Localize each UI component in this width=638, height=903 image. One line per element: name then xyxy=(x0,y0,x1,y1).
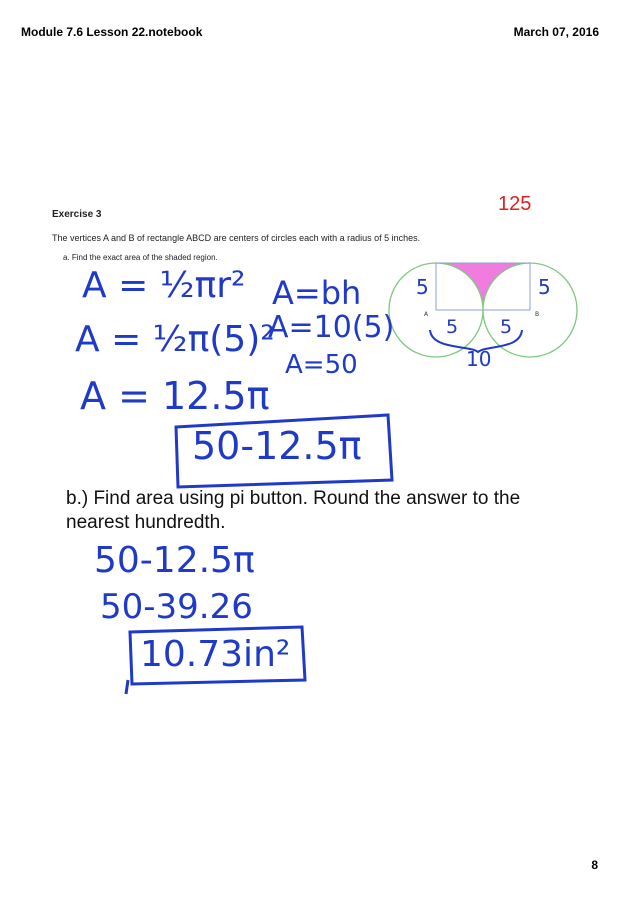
exercise-title: Exercise 3 xyxy=(52,209,102,220)
handwriting-triangle-result: A = 12.5π xyxy=(80,374,270,418)
boxed-answer-a: 50-12.5π xyxy=(192,424,362,468)
page-number: 8 xyxy=(591,858,598,872)
handwriting-rect-substitution: A=10(5) xyxy=(268,310,395,345)
total-label: 10 xyxy=(466,347,492,371)
part-b-question: b.) Find area using pi button. Round the answer to the nearest hundredth. xyxy=(66,488,521,533)
handwriting-area-triangle-formula: A = ½πr² xyxy=(82,265,246,306)
radius-right-label: 5 xyxy=(538,275,551,299)
document-date: March 07, 2016 xyxy=(513,25,599,39)
radius-left-label: 5 xyxy=(416,275,429,299)
circle-right xyxy=(483,263,577,357)
circle-left xyxy=(389,263,483,357)
exercise-description: The vertices A and B of rectangle ABCD are centers of circles each with a radius of 5 inches. xyxy=(52,233,421,243)
vertex-b-label: B xyxy=(535,311,540,318)
vertex-a-label: A xyxy=(424,311,429,318)
handwriting-b-expression: 50-12.5π xyxy=(94,540,255,581)
handwriting-rect-result: A=50 xyxy=(285,350,358,380)
handwriting-area-rect-formula: A=bh xyxy=(272,274,362,312)
exercise-part-a: a. Find the exact area of the shaded region. xyxy=(63,253,218,262)
handwriting-b-computation: 50-39.26 xyxy=(100,587,253,627)
segment-right-label: 5 xyxy=(500,316,513,338)
document-title: Module 7.6 Lesson 22.notebook xyxy=(21,25,203,39)
brace-mark xyxy=(430,330,522,352)
rectangle-abcd xyxy=(436,263,530,310)
score-annotation: 125 xyxy=(498,193,532,215)
shaded-region xyxy=(436,263,530,310)
segment-left-label: 5 xyxy=(446,316,459,338)
boxed-answer-b: 10.73in² xyxy=(140,634,291,675)
handwriting-substitution: A = ½π(5)² xyxy=(75,319,275,360)
